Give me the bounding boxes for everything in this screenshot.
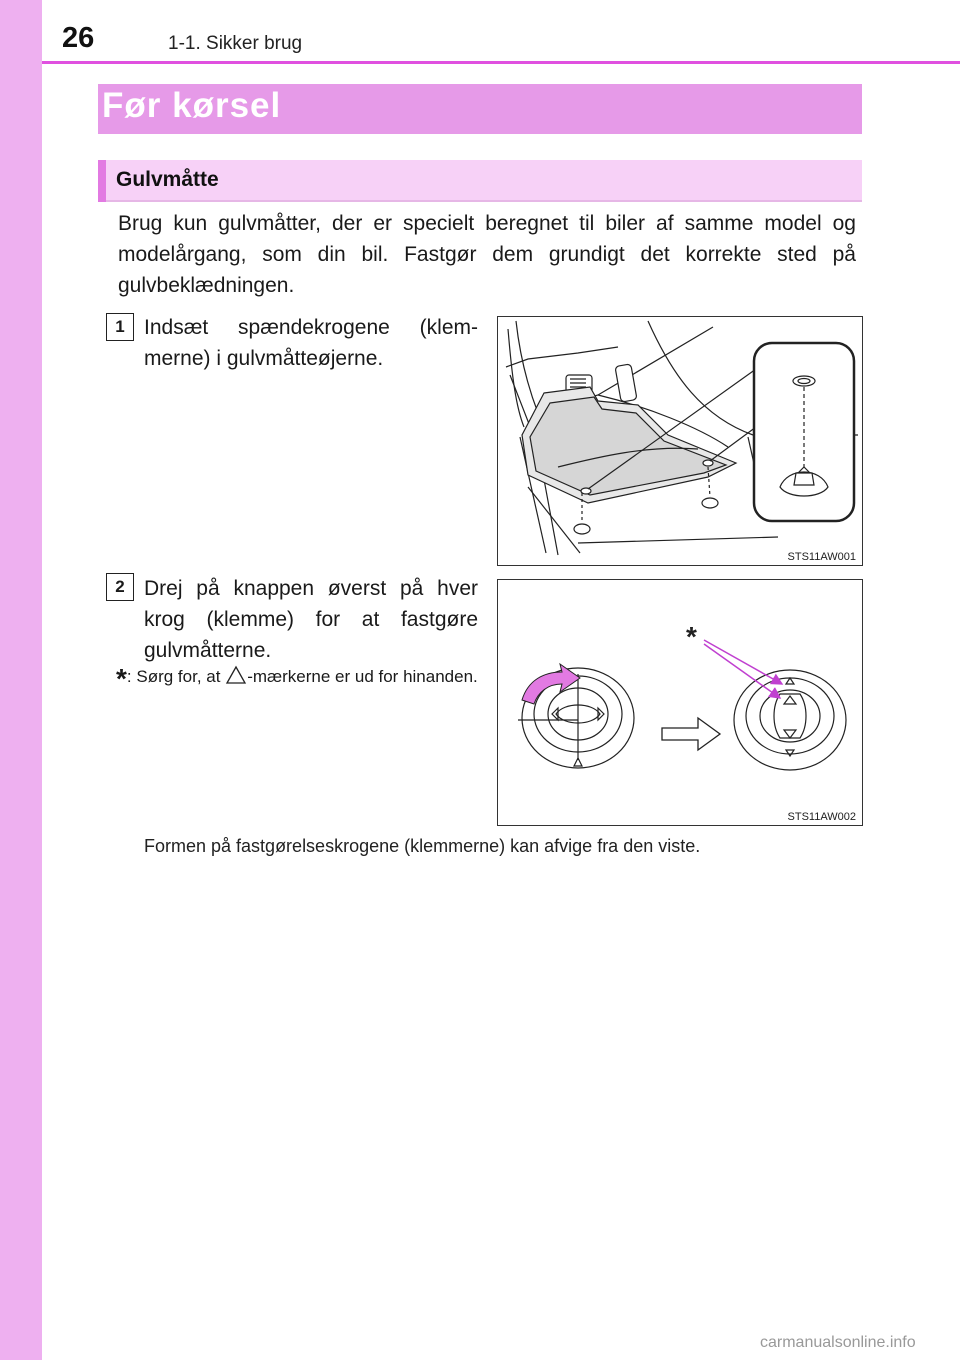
side-color-strip: [0, 0, 42, 1360]
figure-2-caption: STS11AW002: [787, 811, 856, 823]
footnote-text-before: : Sørg for, at: [126, 667, 221, 686]
header-divider: [42, 61, 960, 64]
section-title: Før kørsel: [102, 86, 282, 125]
shape-variation-note: Formen på fastgørelseskrogene (klemmerne) kan afvige fra den viste.: [144, 836, 701, 856]
footnote-marker: *: [116, 663, 127, 694]
figure-asterisk-marker: *: [686, 621, 697, 652]
figure-1-caption: STS11AW001: [787, 551, 856, 563]
page-number: 26: [62, 22, 95, 54]
floor-mat-illustration: [498, 317, 862, 565]
clip-rotation-illustration: [498, 580, 862, 825]
figure-floor-mat: [497, 316, 863, 566]
figure-clip-rotation: [497, 579, 863, 826]
step-2-text: Drej på knappen øverst på hver krog (klemme) for at fastgøre gulvmåtterne.: [144, 577, 478, 662]
step-1-badge: 1: [106, 313, 134, 341]
footnote: [116, 664, 486, 692]
intro-paragraph: Brug kun gulvmåtter, der er specielt beregnet til biler af samme model og modelårgang, som din bil. Fastgør dem grundigt det korrekte sted på gulvbeklædningen.: [118, 212, 856, 297]
watermark: carmanualsonline.info: [760, 1334, 916, 1351]
breadcrumb: 1-1. Sikker brug: [168, 33, 303, 54]
footnote-text-after: -mærkerne er ud for hinanden.: [247, 667, 478, 686]
subsection-title: Gulvmåtte: [116, 168, 219, 191]
step-2-badge: 2: [106, 573, 134, 601]
subsection-accent: [98, 160, 106, 202]
triangle-mark-icon: [225, 665, 247, 685]
step-1-text: Indsæt spændekrogene (klem-merne) i gulvmåtteøjerne.: [144, 316, 478, 370]
